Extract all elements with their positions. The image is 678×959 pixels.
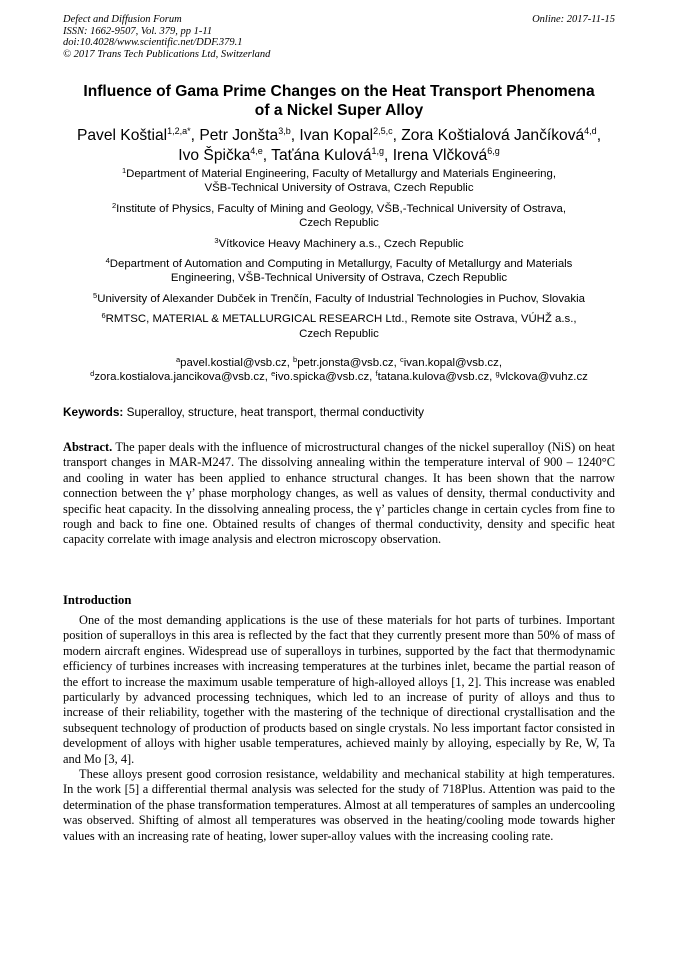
affiliation-sup: 1	[121, 166, 127, 175]
keywords-text: Superalloy, structure, heat transport, thermal conductivity	[123, 405, 425, 419]
affiliation	[50, 202, 628, 231]
author-name: Taťána Kulová	[271, 146, 372, 164]
email-link[interactable]: zora.kostialova.jancikova@vsb.cz,	[94, 371, 272, 383]
journal-name: Defect and Diffusion Forum	[63, 14, 182, 25]
abstract	[63, 440, 615, 548]
affiliation-sup: 6	[101, 311, 106, 321]
introduction-body	[63, 613, 615, 844]
affiliation	[50, 312, 628, 341]
email-sup: f	[375, 369, 378, 378]
keywords	[63, 405, 615, 419]
author-sup: 4,e	[250, 145, 263, 156]
section-heading-introduction: Introduction	[63, 593, 132, 607]
affiliation-sup: 5	[93, 290, 98, 300]
author-sep: ,	[190, 127, 200, 144]
affiliation-line: Institute of Physics, Faculty of Mining and Geology, VŠB,-Technical University of Ostrava,	[116, 202, 567, 215]
author-sep: ,	[290, 127, 300, 144]
email-sup: b	[293, 355, 298, 364]
journal-issn: ISSN: 1662-9507, Vol. 379, pp 1-11	[63, 25, 213, 37]
email-link[interactable]: pavel.kostial@vsb.cz,	[180, 357, 294, 369]
email-sup: d	[90, 369, 95, 378]
author-name: Ivan Kopal	[299, 127, 374, 144]
email-link[interactable]: tatana.kulova@vsb.cz,	[377, 371, 496, 383]
email-link[interactable]: petr.jonsta@vsb.cz,	[297, 357, 400, 369]
author-sup: 6,g	[487, 145, 500, 156]
affiliation	[50, 257, 628, 286]
author-sup: 4,d	[584, 126, 597, 136]
email-sup: c	[399, 355, 404, 364]
affiliation-line: RMTSC, MATERIAL & METALLURGICAL RESEARCH Ltd., Remote site Ostrava, VÚHŽ a.s.,	[105, 313, 577, 326]
keywords-label: Keywords:	[63, 405, 124, 419]
journal-doi: doi:10.4028/www.scientific.net/DDF.379.1	[63, 37, 243, 49]
affiliation-sup: 2	[111, 200, 117, 210]
author-sup: 3,b	[278, 126, 291, 136]
title-line-1: Influence of Gama Prime Changes on the Heat Transport Phenomena	[83, 83, 595, 100]
affiliation-line: Engineering, VŠB-Technical University of Ostrava, Czech Republic	[170, 272, 508, 285]
email-sup: g	[495, 369, 500, 378]
online-date: Online: 2017-11-15	[532, 14, 615, 25]
abstract-text: The paper deals with the influence of microstructural changes of the nickel superalloy (NiS) on heat transport changes in MAR-M247. The dissolving annealing within the temperature interval of 900 – 1240°C and cooling in water has been applied to enhance structural changes. It has been shown that the narrow connection between the γ’ phase morphology changes, as well as values of density, thermal conductivity and specific heat capacity. In the dissolving annealing process, the γ’ particles change in certain cycles from fine to rough and back to fine one. Obtained results of changes of thermal conductivity, density and specific heat capacity correlate with image analysis and electron microscopy observation.	[63, 440, 615, 547]
author-sup: 1,2,a*	[167, 126, 191, 136]
affiliation-line: Department of Automation and Computing in Metallurgy, Faculty of Metallurgy and Materials	[109, 258, 573, 271]
paragraph: These alloys present good corrosion resistance, weldability and mechanical stability at high temperatures. In the work [5] a differential thermal analysis was selected for the study of 718Plus. Attention was paid to the determination of the phase transformation temperatures. Almost at all temperatures of samples an undercooling was observed. Shifting of almost all temperatures was observed in the heating/cooling mode towards higher values with an increasing rate of heating, lower super-alloy values with the increasing cooling rate.	[63, 767, 615, 843]
affiliation-line: Czech Republic	[299, 327, 379, 340]
author-sup: 2,5,c	[373, 126, 393, 136]
journal-header	[63, 14, 615, 60]
author-sep: ,	[384, 146, 393, 164]
email-line-1	[30, 356, 648, 370]
author-name: Zora Koštialová Jančíková	[401, 127, 585, 144]
email-sup: a	[176, 355, 181, 364]
email-sup: e	[271, 369, 276, 378]
author-line-2	[40, 146, 638, 166]
affiliation-list	[50, 167, 628, 347]
affiliation-line: Vítkovice Heavy Machinery a.s., Czech Republic	[218, 237, 464, 250]
affiliation-line: VŠB-Technical University of Ostrava, Czech Republic	[204, 182, 474, 195]
author-line-1	[40, 126, 638, 146]
affiliation-sup: 4	[105, 256, 110, 266]
author-name: Petr Jonšta	[199, 127, 279, 144]
affiliation	[50, 237, 628, 251]
email-link[interactable]: ivan.kopal@vsb.cz,	[403, 357, 502, 369]
author-sep: ,	[596, 127, 602, 144]
email-link[interactable]: ivo.spicka@vsb.cz,	[275, 371, 376, 383]
paper-title	[60, 82, 618, 120]
affiliation-sup: 3	[214, 235, 219, 245]
author-name: Ivo Špička	[178, 146, 251, 164]
paragraph: One of the most demanding applications is the use of these materials for hot parts of turbines. Important position of superalloys in this area is reflected by the fact that they currently present more than 50% of mass of modern aircraft engines. Widespread use of superalloys in turbines, supported by the fact that thermodynamic efficiency of turbines increases with increasing temperatures at the turbines inlet, became the partial reason of the effort to increase the maximum usable temperature of high-alloyed alloys [1, 2]. This increase was enabled particularly by advanced processing techniques, which led to an increase of purity of alloys and thus to increase of their reliability, together with the mastering of the technique of directional crystallisation and the subsequent technology of production of products based on single crystals. No less important factor consisted in development of alloys with higher usable temperatures, achieved mainly by alloying, especially by Re, W, Ta and Mo [3, 4].	[63, 613, 615, 766]
email-line-2	[30, 370, 648, 384]
author-name: Pavel Koštial	[76, 127, 168, 144]
email-link[interactable]: vlckova@vuhz.cz	[499, 371, 588, 383]
author-name: Irena Vlčková	[392, 146, 488, 164]
affiliation	[50, 167, 628, 196]
affiliation-line: Department of Material Engineering, Faculty of Metallurgy and Materials Engineering,	[126, 168, 557, 180]
author-sep: ,	[262, 146, 272, 164]
affiliation-line: Czech Republic	[299, 217, 379, 230]
author-sup: 1,g	[371, 145, 385, 156]
abstract-label: Abstract.	[63, 440, 113, 454]
affiliation-line: University of Alexander Dubček in Trenčín, Faculty of Industrial Technologies in Puchov, Slovakia	[97, 292, 585, 305]
author-sep: ,	[392, 127, 402, 144]
journal-copyright: © 2017 Trans Tech Publications Ltd, Switzerland	[63, 48, 271, 60]
author-list	[40, 126, 638, 165]
affiliation	[50, 292, 628, 306]
title-line-2: of a Nickel Super Alloy	[254, 102, 424, 119]
author-emails	[30, 356, 648, 384]
